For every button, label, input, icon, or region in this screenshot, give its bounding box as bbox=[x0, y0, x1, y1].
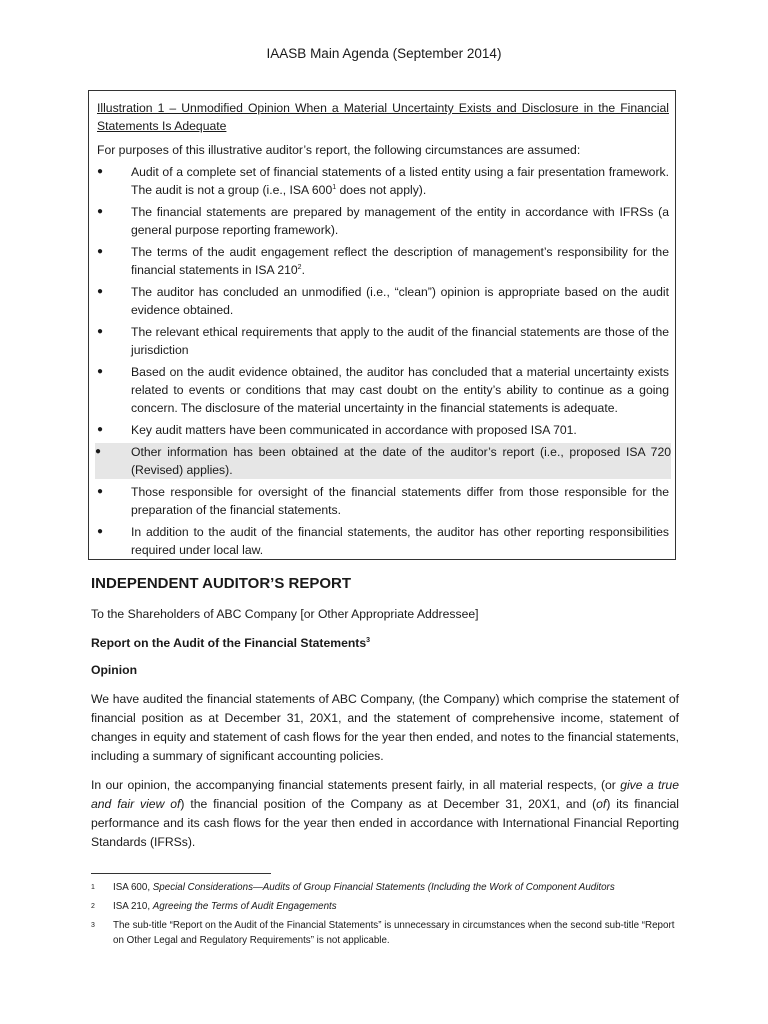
bullet-icon: ● bbox=[97, 486, 104, 497]
list-item: ● The auditor has concluded an unmodified (i.e., “clean”) opinion is appropriate based on the audit evidence obtained. bbox=[97, 285, 669, 317]
opinion-paragraph-2: In our opinion, the accompanying financial statements present fairly, in all material respects, (or give a true and fair view of) the financial position of the Company as at December 31, 20X1, and (of) its financial performance and its cash flows for the year then ended in accordance with International Financial Reporting Standards (IFRSs). bbox=[91, 778, 680, 849]
opinion-heading: Opinion bbox=[91, 663, 138, 677]
bullet-icon: ● bbox=[97, 206, 104, 217]
list-item: ● The relevant ethical requirements that apply to the audit of the financial statements are those of the jurisdiction bbox=[97, 325, 669, 357]
footnote-1: 1 ISA 600, Special Considerations—Audits of Group Financial Statements (Including the Work of Component Auditors bbox=[91, 882, 615, 893]
circumstances-list bbox=[97, 163, 669, 559]
auditor-report bbox=[91, 574, 679, 862]
illustration-intro: For purposes of this illustrative auditor’s report, the following circumstances are assumed: bbox=[97, 143, 581, 157]
opinion-paragraph-1: We have audited the financial statements of ABC Company, (the Company) which comprise the statement of financial position as at December 31, 20X1, and the statement of comprehensive income, statement of changes in equity and statement of cash flows for the year then ended, and notes to the financial statements, including a summary of significant accounting policies. bbox=[91, 692, 679, 763]
bullet-icon: ● bbox=[95, 446, 102, 457]
report-addressee: To the Shareholders of ABC Company [or Other Appropriate Addressee] bbox=[91, 607, 479, 621]
list-item: ● The financial statements are prepared by management of the entity in accordance with IFRSs (a general purpose reporting framework). bbox=[97, 205, 669, 237]
bullet-icon: ● bbox=[97, 246, 104, 257]
footnote-2: 2 ISA 210, Agreeing the Terms of Audit Engagements bbox=[91, 901, 337, 912]
bullet-icon: ● bbox=[97, 286, 104, 297]
list-item: ● Key audit matters have been communicated in accordance with proposed ISA 701. bbox=[97, 423, 577, 437]
footnotes bbox=[91, 880, 681, 952]
bullet-icon: ● bbox=[97, 166, 104, 177]
list-item: ● The terms of the audit engagement reflect the description of management’s responsibility for the financial statements in ISA $210^2$. bbox=[97, 245, 669, 277]
bullet-icon: ● bbox=[97, 366, 104, 377]
list-item: ● Based on the audit evidence obtained, the auditor has concluded that a material uncertainty exists related to events or conditions that may cast doubt on the entity’s ability to continue as a going concern. The disclosure of the material uncertainty in the financial statements is adequate. bbox=[97, 365, 669, 415]
report-subtitle: Report on the Audit of the Financial Statements$^3$ bbox=[91, 636, 371, 650]
illustration-title: Illustration 1 – Unmodified Opinion When a Material Uncertainty Exists and Disclosure in the Financial Statements Is Adequate bbox=[97, 101, 669, 133]
list-item: ● Those responsible for oversight of the financial statements differ from those responsible for the preparation of the financial statements. bbox=[97, 485, 669, 517]
bullet-icon: ● bbox=[97, 326, 104, 337]
list-item: ● In addition to the audit of the financial statements, the auditor has other reporting responsibilities required under local law. bbox=[97, 525, 669, 557]
bullet-icon: ● bbox=[97, 424, 104, 435]
list-item: ● Audit of a complete set of financial statements of a listed entity using a fair presentation framework. The audit is not a group (i.e., ISA $600^1$ does not apply). bbox=[97, 165, 669, 197]
report-title: INDEPENDENT AUDITOR’S REPORT bbox=[91, 575, 352, 592]
footnote-divider bbox=[91, 873, 271, 874]
footnote-3: 3 The sub-title “Report on the Audit of the Financial Statements” is unnecessary in circumstances when the second sub-title “Report on Other Legal and Regulatory Requirements” is not applicable. bbox=[91, 920, 675, 946]
bullet-icon: ● bbox=[97, 526, 104, 537]
page-header: IAASB Main Agenda (September 2014) bbox=[266, 46, 502, 61]
illustration-box bbox=[88, 90, 676, 560]
list-item-highlighted: ● Other information has been obtained at the date of the auditor’s report (i.e., proposed ISA 720 (Revised) applies). bbox=[95, 445, 671, 477]
